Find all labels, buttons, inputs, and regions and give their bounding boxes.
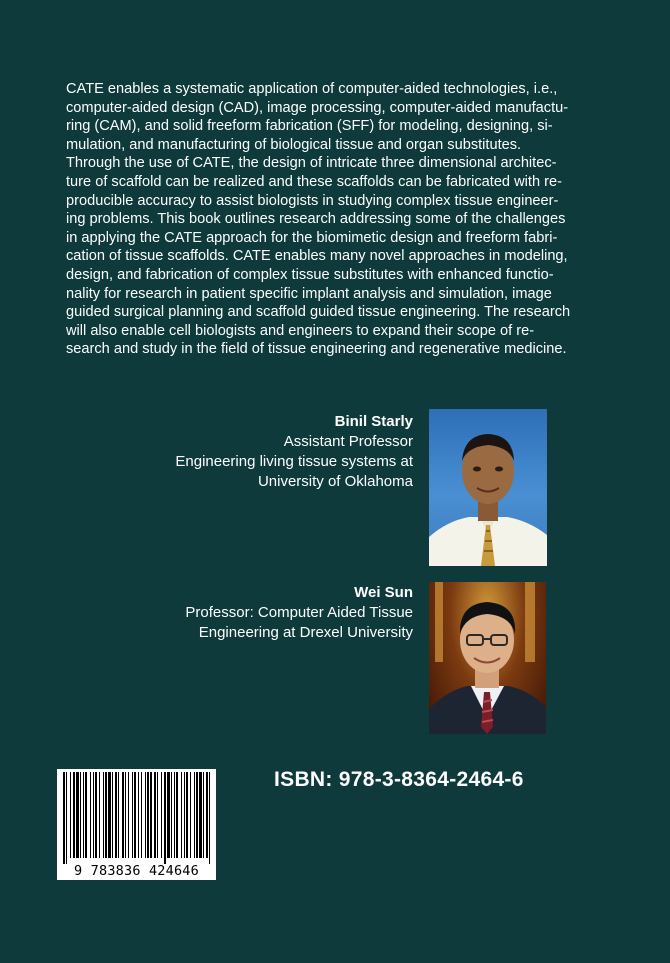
barcode-bar bbox=[70, 772, 71, 858]
barcode-bar bbox=[95, 772, 97, 858]
barcode-bar bbox=[150, 772, 152, 858]
description-line: ring (CAM), and solid freeform fabrication (SFF) for modeling, designing, si- bbox=[66, 118, 553, 135]
author-bio-wei-sun bbox=[83, 583, 413, 643]
author-title: Professor: Computer Aided Tissue bbox=[185, 604, 413, 621]
barcode-bar bbox=[141, 772, 142, 858]
barcode-bar bbox=[209, 772, 210, 864]
description-line: design, and fabrication of complex tissue substitutes with enhanced functio- bbox=[66, 266, 554, 283]
barcode-bar bbox=[63, 772, 65, 864]
description-line: guided surgical planning and scaffold guided tissue engineering. The research bbox=[66, 304, 571, 321]
book-description bbox=[66, 80, 607, 359]
barcode-bar bbox=[194, 772, 195, 858]
description-line: cation of tissue scaffolds. CATE enables many novel approaches in modeling, bbox=[66, 248, 568, 265]
author-affiliation: University of Oklahoma bbox=[257, 473, 413, 490]
author-affiliation: Engineering at Drexel University bbox=[198, 624, 413, 641]
barcode-bar bbox=[73, 772, 75, 858]
author-affiliation: Engineering living tissue systems at bbox=[175, 453, 413, 470]
barcode-bar bbox=[103, 772, 104, 858]
description-line: nality for research in patient specific implant analysis and simulation, image bbox=[66, 285, 552, 302]
description-line: computer-aided design (CAD), image processing, computer-aided manufactu- bbox=[66, 99, 569, 116]
barcode-bar bbox=[206, 772, 208, 858]
barcode-bar bbox=[122, 772, 124, 858]
barcode-bar bbox=[93, 772, 94, 858]
barcode-bar bbox=[85, 772, 87, 858]
barcode-bar bbox=[176, 772, 178, 858]
barcode-bar bbox=[203, 772, 204, 858]
isbn-number: ISBN: 978-3-8364-2464-6 bbox=[274, 768, 524, 791]
barcode-bar bbox=[145, 772, 146, 858]
barcode-bar bbox=[90, 772, 91, 858]
description-line: producible accuracy to assist biologists in studying complex tissue engineer- bbox=[66, 192, 559, 209]
barcode-bar bbox=[164, 772, 166, 864]
barcode-bar bbox=[112, 772, 113, 858]
barcode-bar bbox=[184, 772, 185, 858]
barcode-bar bbox=[83, 772, 84, 858]
barcode-bar bbox=[138, 772, 139, 858]
barcode-bar bbox=[128, 772, 129, 858]
barcode-bar bbox=[167, 772, 170, 858]
barcode-bar bbox=[157, 772, 158, 858]
portrait-illustration bbox=[429, 582, 546, 734]
barcode-bar bbox=[147, 772, 149, 858]
barcode-bar bbox=[174, 772, 175, 858]
barcode-bar bbox=[190, 772, 191, 858]
barcode-bar bbox=[80, 772, 81, 858]
author-photo-binil-starly bbox=[429, 409, 547, 566]
barcode-bar bbox=[134, 772, 136, 858]
description-line: mulation, and manufacturing of biological tissue and organ substitutes. bbox=[66, 136, 522, 153]
barcode-bar bbox=[118, 772, 119, 858]
barcode-bar bbox=[199, 772, 202, 858]
description-line: search and study in the field of tissue engineering and regenerative medicine. bbox=[66, 341, 567, 358]
barcode-bar bbox=[154, 772, 156, 858]
author-title: Assistant Professor bbox=[283, 433, 413, 450]
barcode-bar bbox=[132, 772, 133, 858]
barcode-bar bbox=[186, 772, 188, 858]
barcode-bar bbox=[171, 772, 172, 858]
description-line: will also enable cell biologists and engineers to expand their scope of re- bbox=[66, 322, 535, 339]
portrait-illustration bbox=[429, 409, 547, 566]
description-line: CATE enables a systematic application of computer-aided technologies, i.e., bbox=[66, 81, 558, 97]
barcode-bar bbox=[76, 772, 79, 858]
barcode-bar bbox=[161, 772, 162, 858]
barcode-bar bbox=[66, 772, 67, 864]
description-line: Through the use of CATE, the design of intricate three dimensional architec- bbox=[66, 155, 557, 172]
author-bio-binil-starly bbox=[83, 412, 413, 492]
barcode-bar bbox=[115, 772, 117, 858]
author-name: Binil Starly bbox=[334, 413, 413, 430]
barcode-bars-icon bbox=[57, 769, 216, 864]
author-name: Wei Sun bbox=[354, 584, 413, 601]
barcode-bar bbox=[125, 772, 126, 858]
description-line: ture of scaffold can be realized and these scaffolds can be fabricated with re- bbox=[66, 173, 562, 190]
barcode-bar bbox=[108, 772, 111, 858]
barcode-bar bbox=[99, 772, 100, 858]
barcode-digits: 9 783836 424646 bbox=[74, 863, 199, 879]
barcode-bar bbox=[196, 772, 198, 858]
barcode-bar bbox=[181, 772, 182, 858]
barcode bbox=[57, 769, 216, 880]
author-photo-wei-sun bbox=[429, 582, 546, 734]
barcode-bar bbox=[105, 772, 107, 858]
description-line: in applying the CATE approach for the biomimetic design and freeform fabri- bbox=[66, 229, 558, 246]
description-line: ing problems. This book outlines research addressing some of the challenges bbox=[66, 211, 566, 228]
